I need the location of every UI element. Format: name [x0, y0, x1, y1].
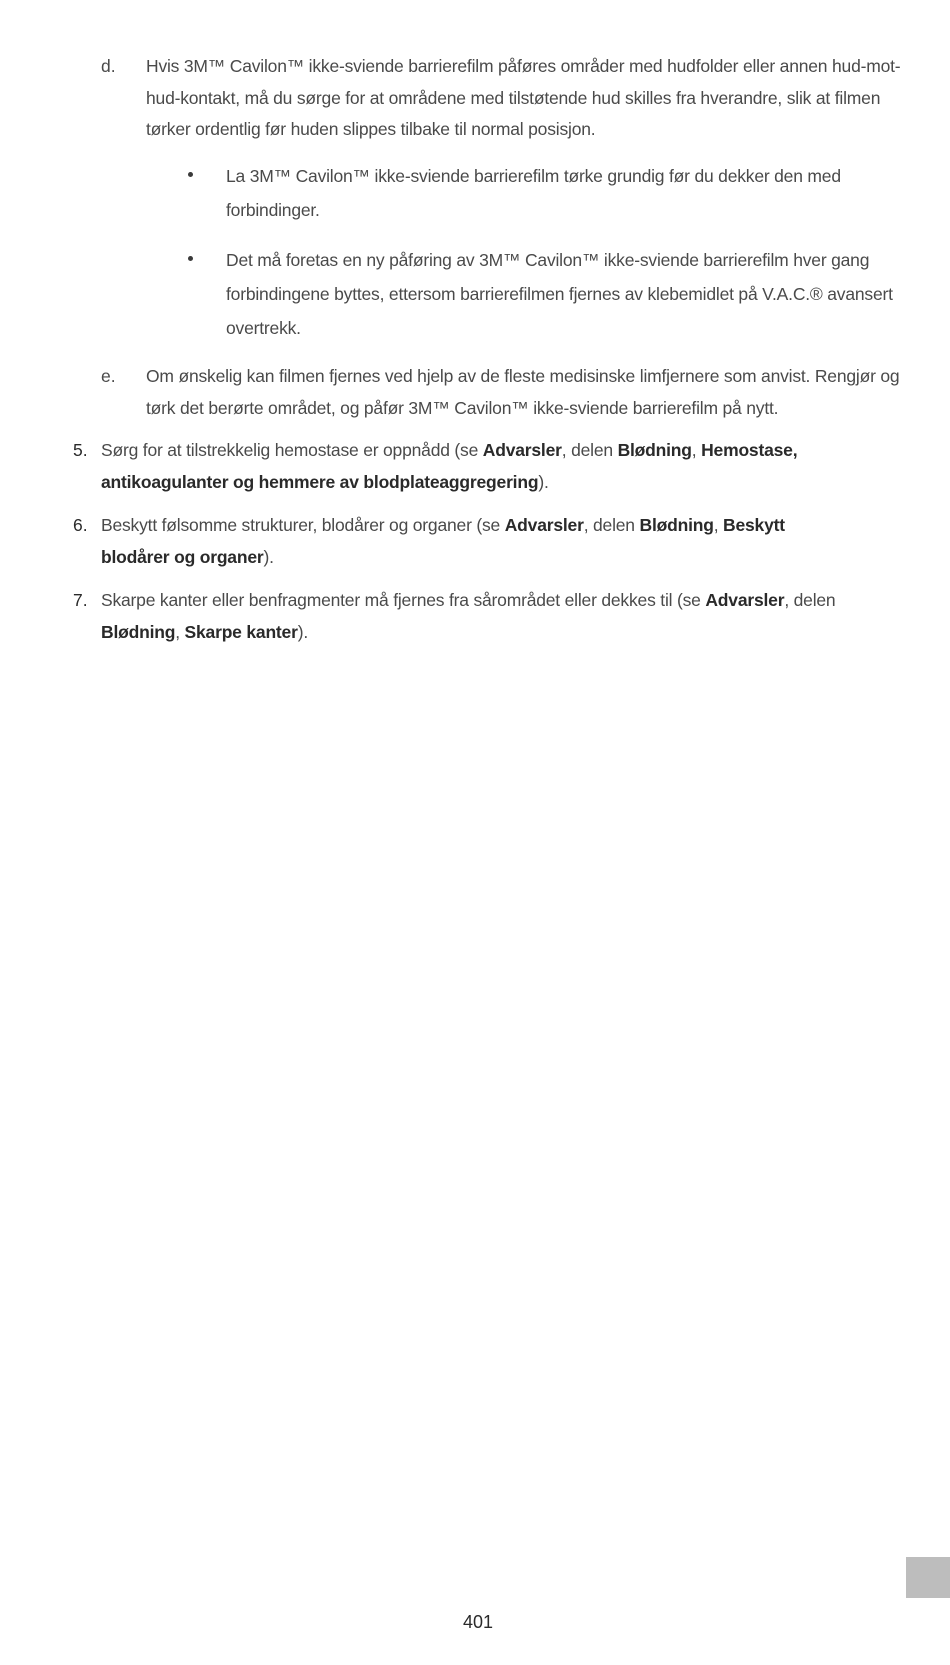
item-d-bullet-2: Det må foretas en ny påføring av 3M™ Cavilon™ ikke-sviende barrierefilm hver gang forbindingene byttes, ettersom barrierefilmen fjernes av klebemidlet på V.A.C.® avansert overtrekk.: [226, 250, 893, 338]
item-6-text: Beskytt følsomme strukturer, blodårer og organer (se Advarsler, delen Blødning, Beskytt blodårer og organer).: [101, 515, 785, 567]
bold-ref: Advarsler: [504, 515, 584, 535]
item-5-text: Sørg for at tilstrekkelig hemostase er oppnådd (se Advarsler, delen Blødning, Hemostase, antikoagulanter og hemmere av blodplateaggregering).: [101, 440, 798, 492]
bullet-dot-icon: [188, 172, 193, 177]
item-5-marker: 5.: [73, 440, 88, 460]
bullet-dot-icon: [188, 256, 193, 261]
bold-ref: Beskytt blodårer og organer: [101, 515, 785, 567]
bold-ref: Blødning: [639, 515, 714, 535]
item-7-marker: 7.: [73, 590, 88, 610]
item-e-marker: e.: [101, 366, 116, 386]
bold-ref: Blødning: [101, 621, 176, 642]
item-d-text: Hvis 3M™ Cavilon™ ikke-sviende barrierefilm påføres områder med hudfolder eller annen hud-mot-hud-kontakt, må du sørge for at områdene med tilstøtende hud skilles fra hverandre, slik at filmen tørker ordentlig før huden slippes tilbake til normal posisjon.: [146, 56, 901, 139]
item-d-marker: d.: [101, 56, 116, 76]
bold-ref: Skarpe kanter: [184, 621, 298, 642]
bold-ref: Hemostase, antikoagulanter og hemmere av blodplateaggregering: [101, 440, 798, 492]
item-6-marker: 6.: [73, 515, 88, 535]
section-tab-marker: [906, 1557, 950, 1598]
item-e-text: Om ønskelig kan filmen fjernes ved hjelp av de fleste medisinske limfjernere som anvist. Rengjør og tørk det berørte området, og påfør 3M™ Cavilon™ ikke-sviende barrierefilm på nytt.: [146, 366, 900, 418]
item-7-text: Skarpe kanter eller benfragmenter må fjernes fra sårområdet eller dekkes til (se Advarsler, delen Blødning, Skarpe kanter).: [101, 590, 836, 642]
bold-ref: Blødning: [617, 440, 692, 460]
bold-ref: Advarsler: [705, 590, 785, 610]
item-d-bullet-1: La 3M™ Cavilon™ ikke-sviende barrierefilm tørke grundig før du dekker den med forbindinger.: [226, 166, 841, 220]
bold-ref: Advarsler: [482, 440, 562, 460]
page-number: 401: [462, 1612, 494, 1632]
